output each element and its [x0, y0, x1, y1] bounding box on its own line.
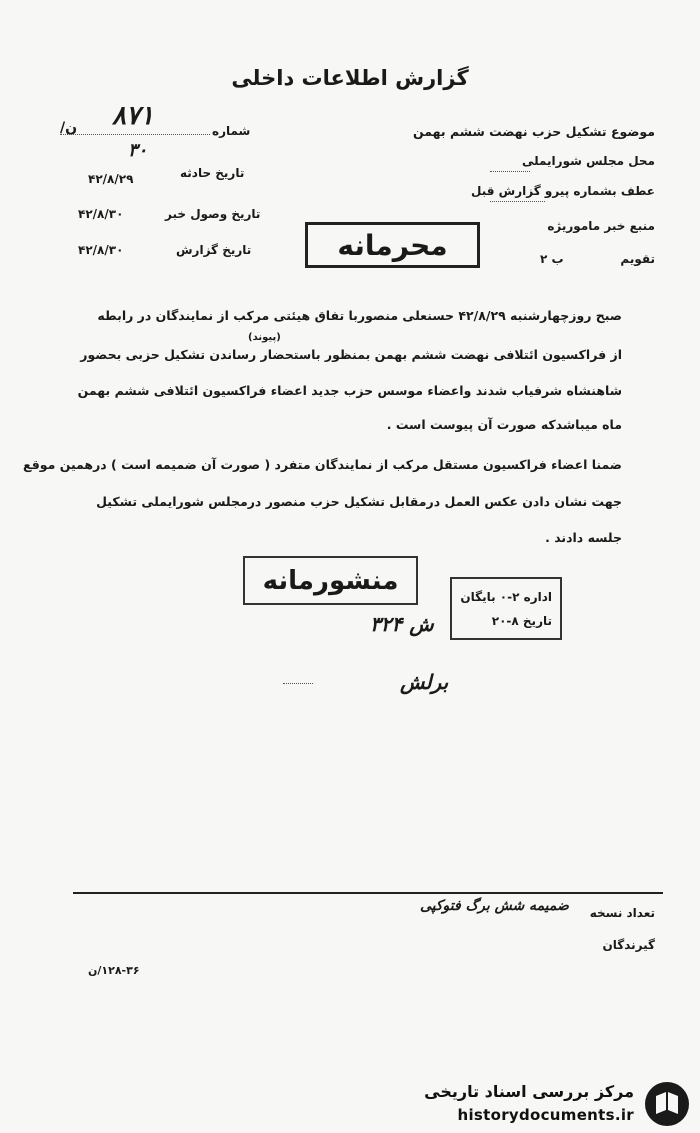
reference-field: عطف بشماره پیرو گزارش قبل [471, 184, 655, 198]
place-field: محل مجلس شورایملی [521, 154, 655, 168]
body-line-5: ضمنا اعضاء فراکسیون مستقل مرکب از نمایندگان متفرد ( صورت آن ضمیمه است ) درهمین موقع [23, 457, 622, 472]
body-line-6: جهت نشان دادن عکس العمل درمقابل تشکیل حزب منصور درمجلس شورایملی تشکیل [96, 494, 622, 509]
signature-mark [283, 683, 313, 684]
document-title: گزارش اطلاعات داخلی [231, 66, 469, 90]
body-annotation: (پیوند) [248, 332, 281, 343]
evaluation-value: ب ۲ [540, 252, 564, 266]
body-line-3: شاهنشاه شرفیاب شدند واعضاء موسس حزب جدید اعضاء فراکسیون ائتلافی ششم بهمن [77, 383, 622, 398]
watermark-website: historydocuments.ir [457, 1106, 634, 1124]
classified-stamp-text: منشورمانه [262, 565, 399, 596]
body-line-2: از فراکسیون ائتلافی نهضت ششم بهمن بمنظور باستحضار رساندن تشکیل حزبی بحضور [80, 347, 622, 362]
number-label: شماره [212, 124, 251, 138]
body-line-1: صبح روزچهارشنبه ۴۲/۸/۲۹ حسنعلی منصوربا تفاق هیئتی مرکب از نمایندگان در رابطه [97, 308, 622, 323]
handwritten-signature: برلش [400, 670, 449, 694]
office-stamp [450, 577, 562, 640]
confidential-stamp-text: محرمانه [337, 228, 448, 262]
archive-code: ۱۲۸-۳۶/ن [88, 964, 140, 977]
subject-field: موضوع تشکیل حزب نهضت ششم بهمن [413, 124, 655, 139]
source-field: منبع خبر ماموریژه [547, 219, 655, 233]
watermark-org-name: مرکز بررسی اسناد تاریخی [424, 1082, 634, 1101]
handwritten-note: ش ۳۲۴ [370, 612, 434, 636]
evaluation-label: تقویم [620, 252, 655, 266]
number-sub-value: ۳۰ [128, 140, 148, 161]
incident-date-label: تاریخ حادثه [180, 166, 245, 180]
watermark-footer [410, 1076, 700, 1133]
number-dotted-line [60, 134, 210, 135]
recipients-label: گیرندگان [602, 938, 655, 952]
book-logo-icon [642, 1080, 692, 1128]
classified-stamp [243, 556, 418, 605]
report-date-value: ۴۲/۸/۳۰ [78, 243, 124, 257]
reference-dotted-line [490, 201, 545, 202]
number-suffix: ن/ [60, 120, 78, 136]
office-stamp-line-1: اداره ۲-۰ بایگان [460, 590, 552, 604]
footer-divider-line [73, 892, 663, 894]
place-dotted-line [490, 171, 530, 172]
office-stamp-line-2: تاریخ ۸-۲۰ [491, 614, 552, 628]
copies-handwritten: ضمیمه شش برگ فتوکپی [420, 898, 569, 914]
confidential-stamp [305, 222, 480, 268]
body-line-4: ماه میباشدکه صورت آن پیوست است . [386, 417, 622, 432]
body-line-7: جلسه دادند . [545, 530, 622, 545]
report-date-label: تاریخ گزارش [176, 243, 252, 257]
number-value: ۸۷۱ [112, 101, 154, 131]
received-date-value: ۴۲/۸/۳۰ [78, 207, 124, 221]
received-date-label: تاریخ وصول خبر [165, 207, 261, 221]
incident-date-value: ۴۲/۸/۲۹ [88, 172, 134, 186]
copies-label: تعداد نسخه [589, 906, 655, 920]
